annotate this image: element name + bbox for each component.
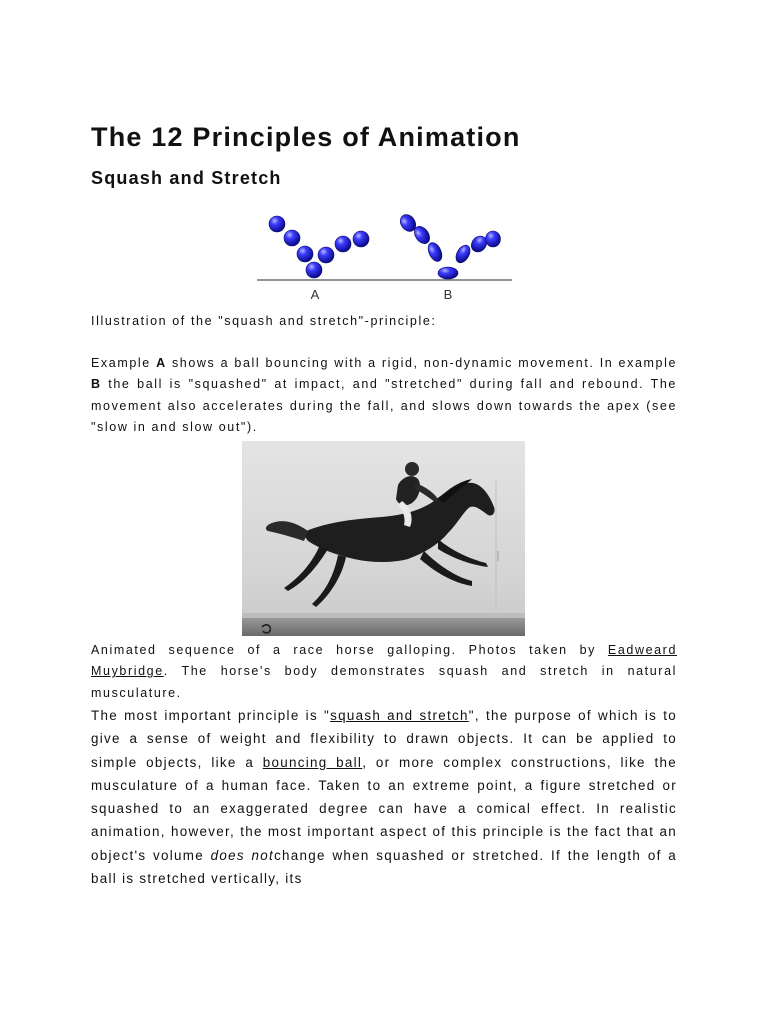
photo-caption bbox=[91, 640, 677, 704]
ball-a-3 bbox=[297, 246, 313, 262]
section-heading: Squash and Stretch bbox=[91, 168, 282, 188]
does-not-italic: does not bbox=[210, 847, 275, 863]
ball-a-1 bbox=[269, 216, 285, 232]
example-a-bold: A bbox=[156, 356, 167, 370]
horse-galloping-photo bbox=[242, 441, 525, 636]
paragraph-text: shows a ball bouncing with a rigid, non-dynamic movement. In example bbox=[166, 356, 677, 370]
paragraph-text: Example bbox=[91, 356, 157, 370]
paragraph-text: ", the purpose of which is to give a sense of weight and flexibility to drawn objects. It can be applied to simple objects, like a bbox=[91, 708, 677, 770]
squash-and-stretch-link[interactable]: squash and stretch bbox=[330, 708, 469, 723]
example-a-balls bbox=[269, 216, 369, 278]
illustration-caption: Illustration of the "squash and stretch"-principle: bbox=[91, 314, 437, 328]
principle-paragraph bbox=[91, 704, 677, 890]
squash-stretch-diagram bbox=[250, 208, 520, 308]
paragraph-text: , or more complex constructions, like the musculature of a human face. Taken to an extreme point, a figure stretched or squashed to an exaggerated degree can have a comical effect. In realistic animation, however, the most important aspect of this principle is the fact that an object's volume bbox=[91, 754, 677, 863]
paragraph-text: The most important principle is " bbox=[91, 708, 331, 723]
example-b-balls bbox=[397, 212, 500, 279]
muybridge-link[interactable]: Eadweard Muybridge bbox=[91, 643, 677, 679]
ball-a-2 bbox=[284, 230, 300, 246]
page-title: The 12 Principles of Animation bbox=[91, 122, 521, 152]
ball-b-4 bbox=[438, 267, 458, 279]
diagram-label-a: A bbox=[310, 287, 320, 302]
example-b-bold: B bbox=[91, 377, 102, 392]
ball-a-6 bbox=[335, 236, 351, 252]
diagram-label-b: B bbox=[443, 287, 453, 302]
bouncing-ball-link[interactable]: bouncing ball bbox=[262, 754, 363, 770]
paragraph-text: the ball is "squashed" at impact, and "stretched" during fall and rebound. The movement also accelerates during the fall, and slows down towards the apex (see "slow in and slow out"). bbox=[91, 377, 677, 434]
ball-a-5 bbox=[318, 247, 334, 263]
ball-b-5 bbox=[453, 243, 473, 265]
paragraph-text: change when squashed or stretched. If the length of a ball is stretched vertically, its bbox=[91, 847, 677, 887]
caption-text: . The horse's body demonstrates squash and stretch in natural musculature. bbox=[91, 664, 677, 700]
ball-a-4 bbox=[306, 262, 322, 278]
example-paragraph bbox=[91, 353, 677, 438]
caption-text: Animated sequence of a race horse galloping. Photos taken by bbox=[91, 643, 608, 657]
ball-b-7 bbox=[486, 231, 501, 247]
ball-a-7 bbox=[353, 231, 369, 247]
ball-b-3 bbox=[425, 240, 444, 263]
